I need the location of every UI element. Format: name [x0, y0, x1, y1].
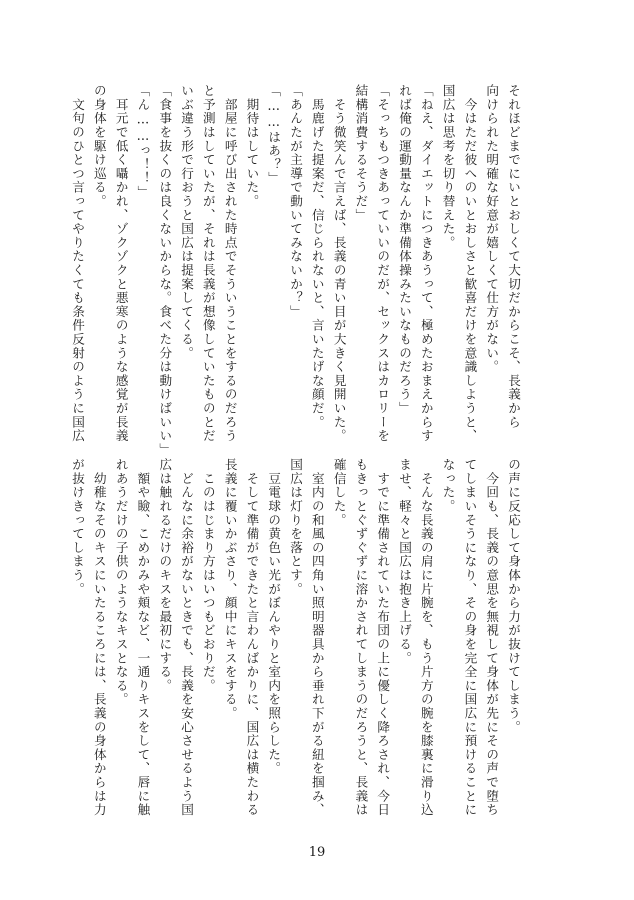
text-line: 国広は思考を切り替えた。	[440, 84, 456, 250]
text-line: そして準備ができたと言わんばかりに、国広は横たわる	[244, 458, 260, 817]
text-line: いぶ違う形で行おうと国広は提案してくる。	[179, 84, 195, 360]
text-line: 長義に覆いかぶさり、顔中にキスをする。	[222, 458, 238, 721]
text-line: このはじまり方はいつもどおりだ。	[200, 458, 216, 693]
text-line: 期待はしていた。	[244, 84, 260, 209]
text-line: 向けられた明確な好意が嬉しくて仕方がない。	[484, 84, 500, 374]
text-line: 「……はあ？」	[266, 84, 282, 186]
text-line: れあうだけの子供のようなキスとなる。	[113, 458, 129, 707]
text-line: そんな長義の肩に片腕を、もう片方の腕を膝裏に滑り込	[418, 458, 434, 817]
text-line: 今回も、長義の意思を無視して身体が先にその声で堕ち	[484, 458, 500, 817]
text-line: てしまいそうになり、その身を完全に国広に預けることに	[462, 458, 478, 817]
text-line: それほどまでにいとおしくて大切だからこそ、長義から	[506, 84, 521, 429]
text-line: ませ、軽々と国広は抱き上げる。	[397, 458, 413, 665]
text-line: 豆電球の黄色い光がぼんやりと室内を照らした。	[266, 458, 282, 776]
text-line: の身体を駆け巡る。	[91, 84, 107, 209]
text-line: 結構消費するそうだ」	[353, 84, 369, 222]
text-line: すでに準備されていた布団の上に優しく降ろされ、今日	[375, 458, 391, 817]
text-line: 「ねえ、ダイエットにつきあうって、極めたおまえからす	[418, 84, 434, 443]
text-line: の声に反応して身体から力が抜けてしまう。	[506, 458, 521, 734]
text-line: そう微笑んで言えば、長義の青い目が大きく見開いた。	[331, 84, 347, 443]
text-line: なった。	[440, 458, 456, 514]
text-line: 部屋に呼び出された時点でそういうことをするのだろう	[222, 84, 238, 443]
lower-text-block	[70, 458, 524, 817]
text-line: 幼稚なそのキスにいたるころには、長義の身体からは力	[91, 458, 107, 817]
text-line: 「食事を抜くのは良くないからな。食べた分は動けばいい」	[157, 84, 173, 457]
upper-text-block	[70, 84, 524, 457]
text-line: 「あんたが主導で動いてみないか？」	[288, 84, 304, 319]
text-line: 広は触れるだけのキスを最初にする。	[157, 458, 173, 693]
text-line: もきっとぐずぐずに溶かされてしまうのだろうと、長義は	[353, 458, 369, 817]
page-number: 19	[308, 845, 326, 860]
text-line: と予測はしていたが、それは長義が想像していたものとだ	[200, 84, 216, 443]
text-line: 室内の和風の四角い照明器具から垂れ下がる紐を掴み、	[309, 458, 325, 817]
text-line: 「ん……っ！！」	[135, 84, 151, 200]
text-line: 確信した。	[331, 458, 347, 527]
text-line: 今はただ彼へのいとおしさと歓喜だけを意識しようと、	[462, 84, 478, 443]
text-line: れば俺の運動量なんか準備体操みたいなものだろう」	[397, 84, 413, 416]
text-line: が抜けきってしまう。	[70, 458, 86, 596]
text-line: 額や瞼、こめかみや頬など、一通りキスをして、唇に触	[135, 458, 151, 817]
text-line: 文句のひとつ言ってやりたくても条件反射のように国広	[70, 84, 86, 443]
text-line: どんなに余裕がないときでも、長義を安心させるよう国	[179, 458, 195, 817]
text-line: 国広は灯りを落とす。	[288, 458, 304, 596]
text-line: 「そっちもつきあっていいのだが、セックスはカロリーを	[375, 84, 391, 443]
text-line: 耳元で低く囁かれ、ゾクゾクと悪寒のような感覚が長義	[113, 84, 129, 443]
text-line: 馬鹿げた提案だ、信じられないと、言いたげな顔だ。	[309, 84, 325, 429]
